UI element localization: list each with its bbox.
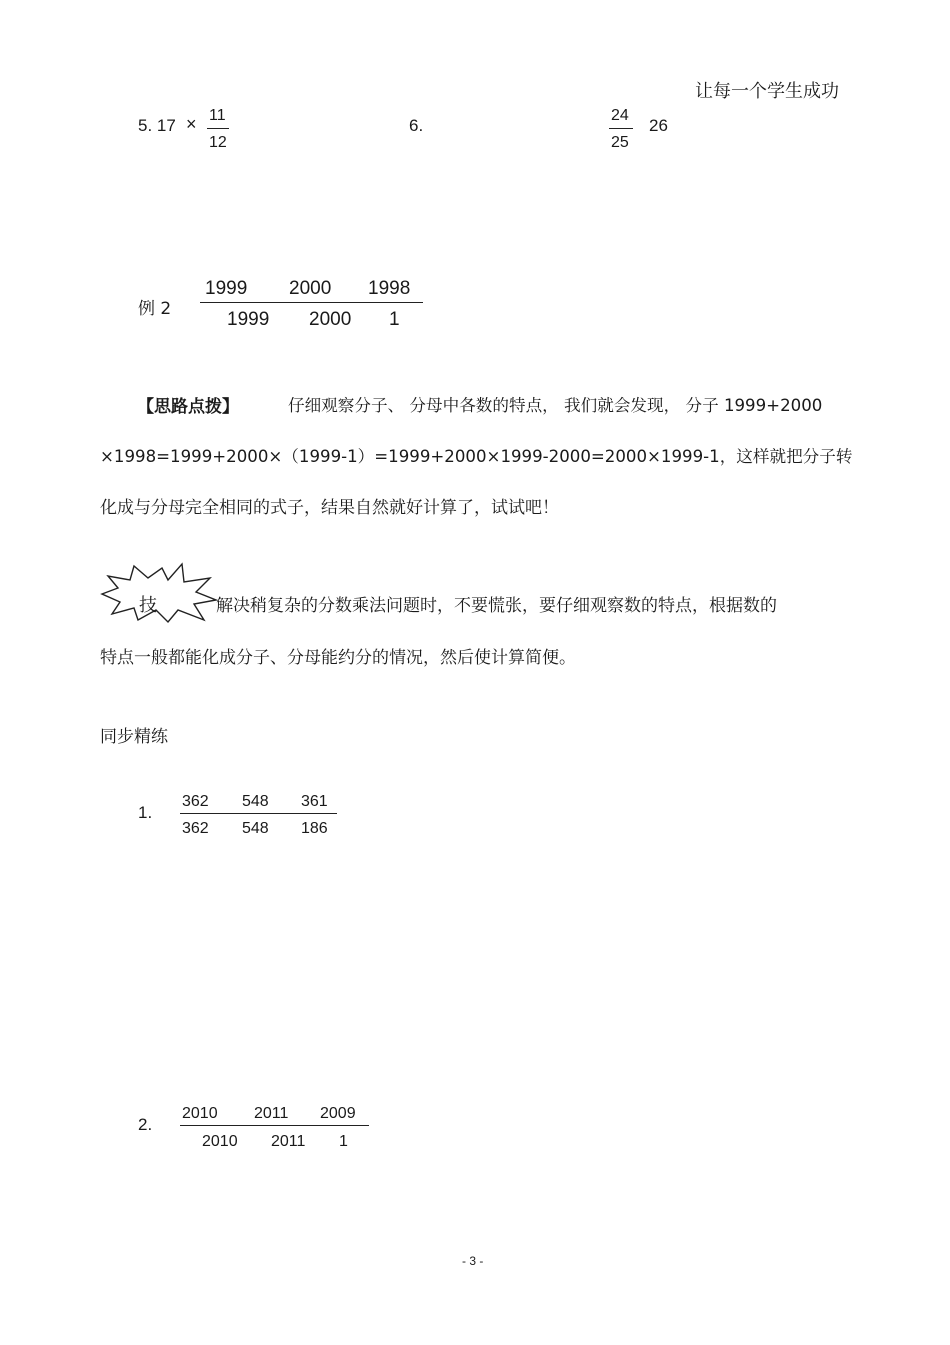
problem-5-label: 5. 17 [138,116,176,135]
numerator-term: 1999 [205,278,248,299]
practice-title: 同步精练 [100,727,168,747]
fraction-bar [180,1125,369,1126]
numerator-term: 2010 [182,1105,218,1122]
numerator-term: 2009 [320,1105,356,1122]
fraction-bar [180,813,337,814]
fraction-bar [200,302,423,303]
times-sign: × [186,114,197,134]
tip-line-2: 特点一般都能化成分子、分母能约分的情况，然后使计算简便。 [100,648,576,668]
starburst-icon [98,562,218,624]
denominator-term: 2000 [309,309,352,330]
hint-line-1: 仔细观察分子、 分母中各数的特点， 我们就会发现， 分子 1999+2000 [288,396,823,415]
numerator-term: 361 [301,793,328,810]
fraction-numerator: 24 [611,107,629,124]
numerator-term: 2000 [289,278,332,299]
denominator-term: 1999 [227,309,270,330]
numerator-term: 548 [242,793,269,810]
denominator-term: 186 [301,820,328,837]
denominator-term: 548 [242,820,269,837]
fraction-bar [207,128,229,129]
tip-line-1: 解决稍复杂的分数乘法问题时，不要慌张，要仔细观察数的特点，根据数的 [216,596,777,616]
numerator-term: 1998 [368,278,411,299]
numerator-term: 2011 [254,1105,289,1122]
problem-6-label: 6. [409,116,424,135]
hint-line-3: 化成与分母完全相同的式子，结果自然就好计算了，试试吧！ [100,498,559,518]
question-label: 2. [138,1115,153,1134]
fraction-bar [609,128,633,129]
fraction-numerator: 11 [209,107,226,124]
denominator-term: 2010 [202,1133,238,1150]
page-number: - 3 - [462,1254,484,1268]
hint-title: 【思路点拨】 [137,397,239,417]
denominator-term: 1 [339,1133,348,1150]
denominator-term: 362 [182,820,209,837]
numerator-term: 362 [182,793,209,810]
fraction-denominator: 25 [611,134,629,151]
tip-badge: 技 [139,595,157,616]
hint-line-2: ×1998=1999+2000×（1999-1）=1999+2000×1999-2000=2000×1999-1，这样就把分子转 [100,447,853,466]
header-slogan: 让每一个学生成功 [695,81,839,102]
example-label: 例 2 [138,299,172,319]
denominator-term: 2011 [271,1133,306,1150]
denominator-term: 1 [389,309,400,330]
question-label: 1. [138,803,153,822]
fraction-tail: 26 [649,116,668,135]
fraction-denominator: 12 [209,134,227,151]
